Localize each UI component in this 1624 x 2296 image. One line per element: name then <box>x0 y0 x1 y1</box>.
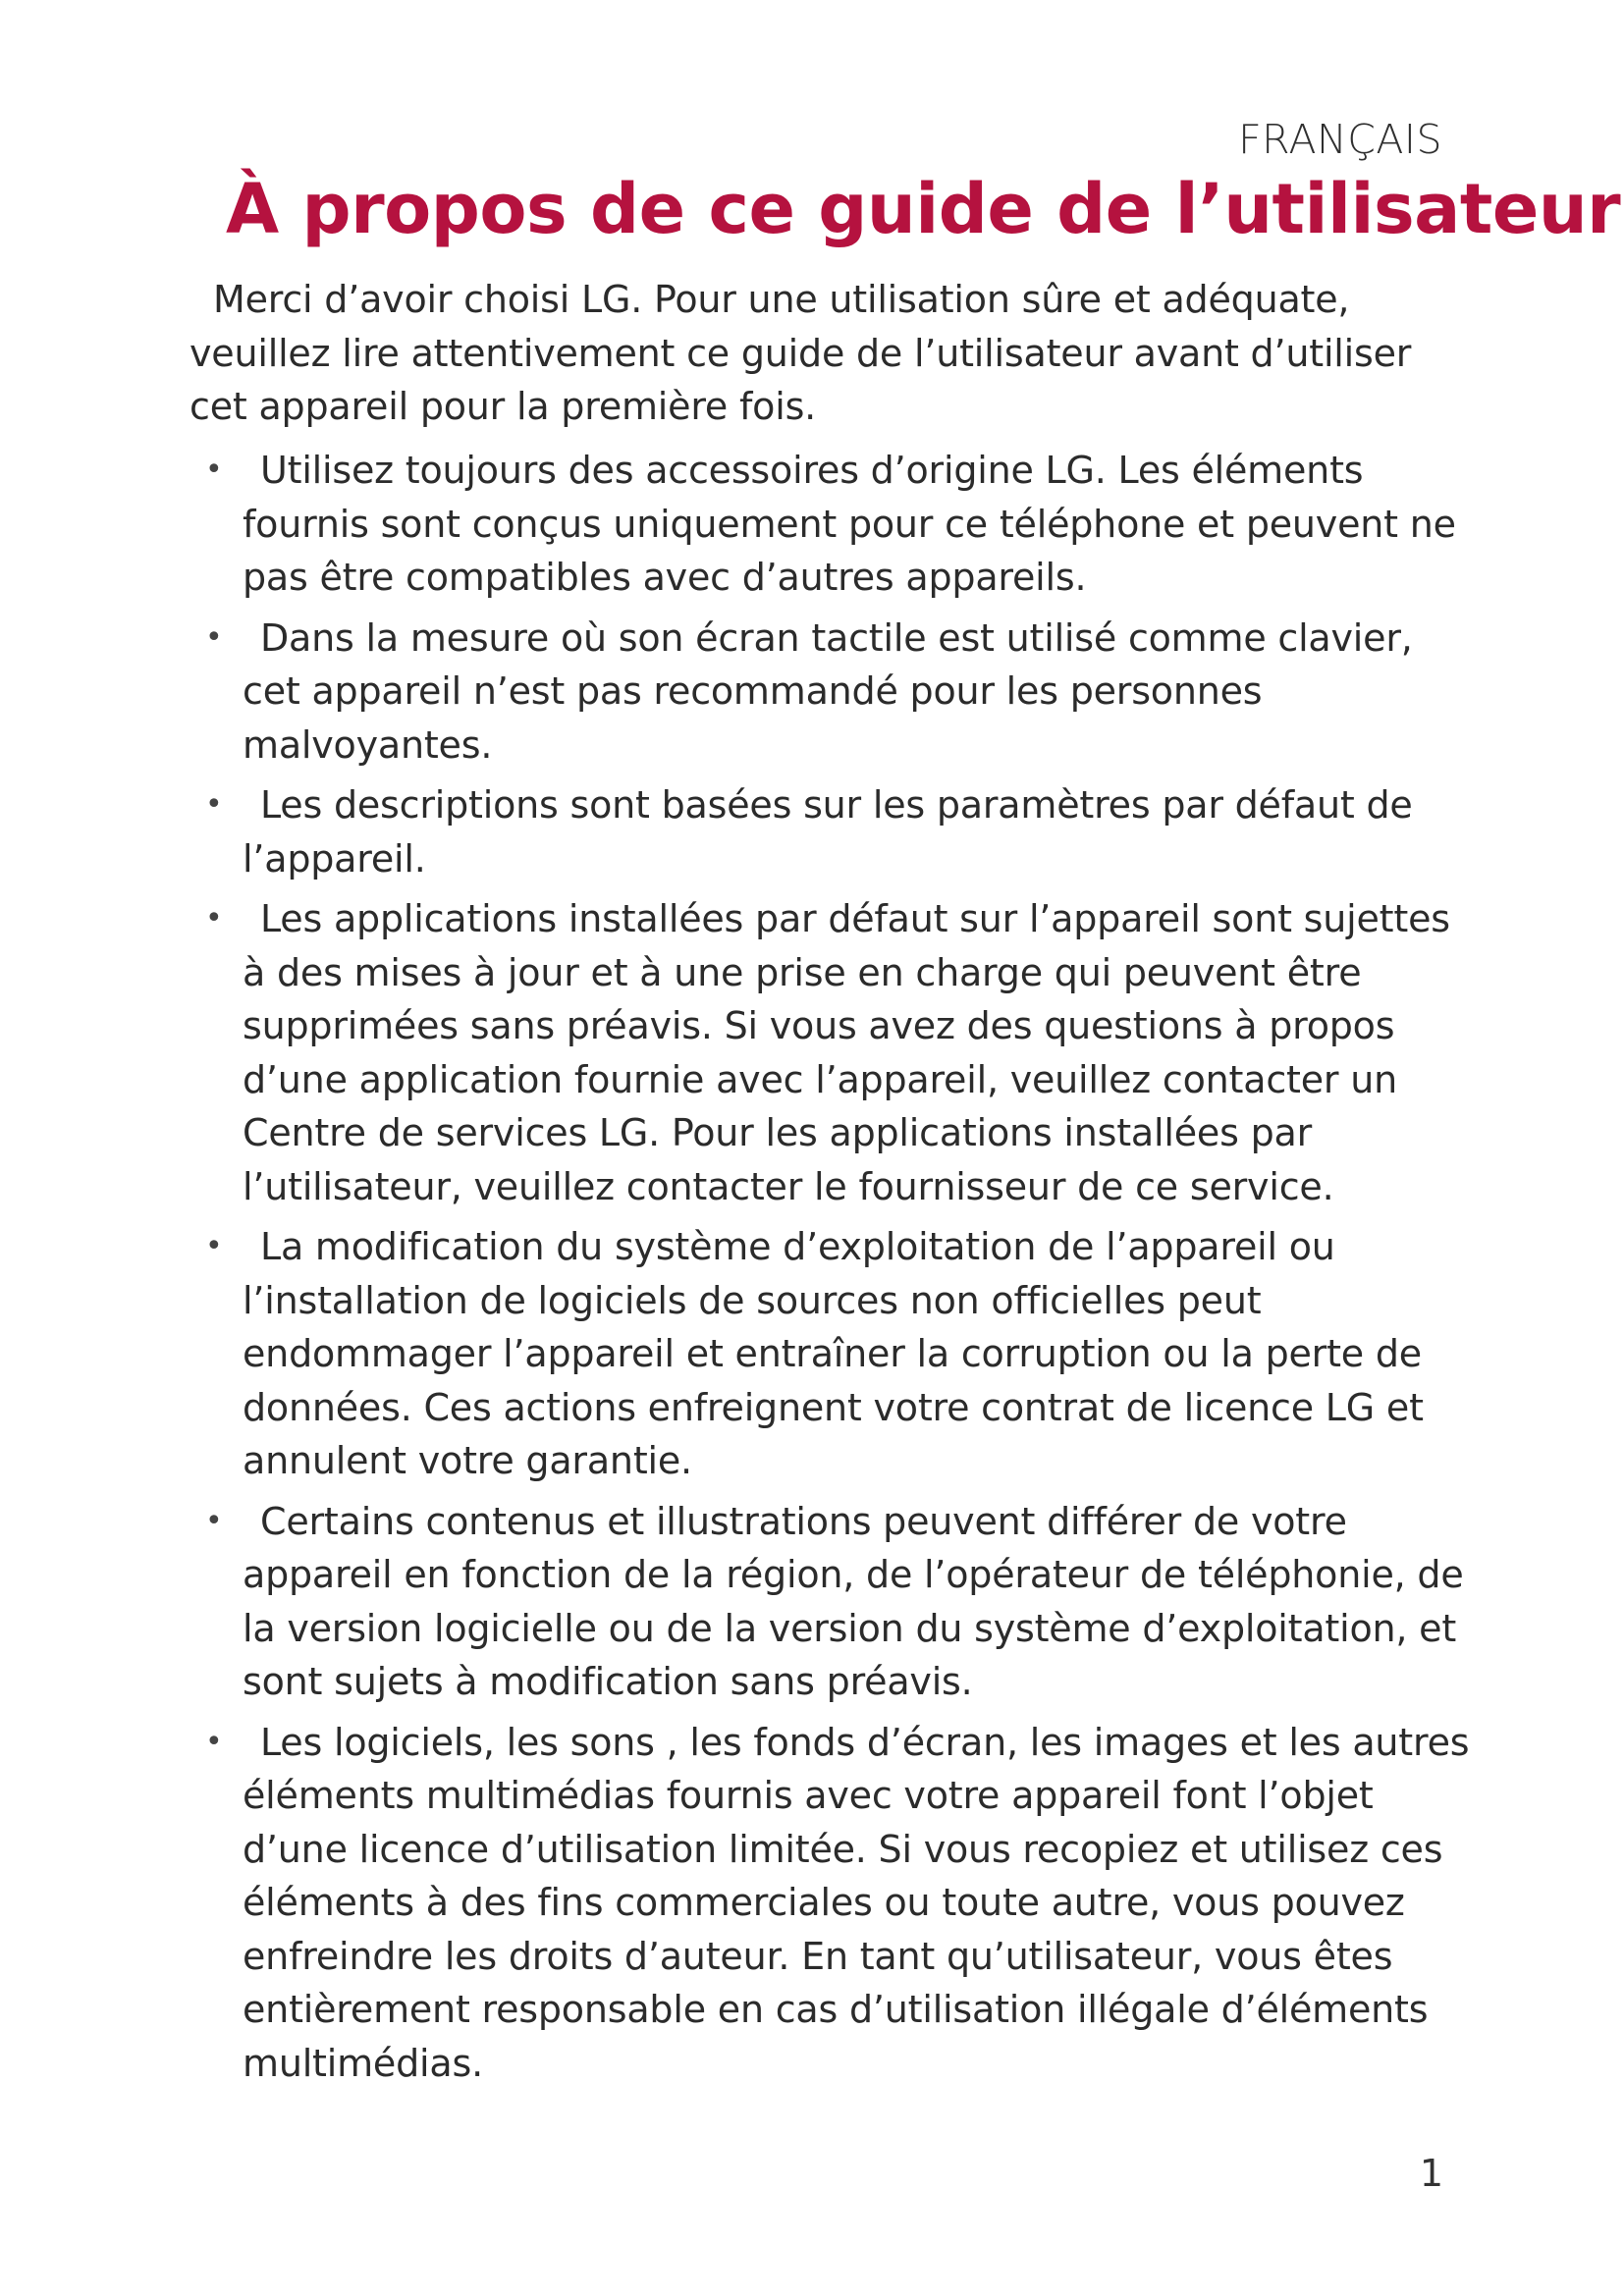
list-item-text: Les applications installées par défaut sur l’appareil sont sujettes à des mises à jour et à une prise en charge qui peuvent être supprimées sans préavis. Si vous avez des questions à propos d’une application fournie avec l’appareil, veuillez contacter un Centre de services LG. Pour les applications installées par l’utilisateur, veuillez contacter le fournisseur de ce service. <box>243 897 1450 1208</box>
bullet-dot-icon: • <box>205 901 223 935</box>
list-item <box>189 778 1476 885</box>
language-label: FRANÇAIS <box>1238 116 1442 163</box>
bullet-dot-icon: • <box>205 787 223 822</box>
intro-paragraph: Merci d’avoir choisi LG. Pour une utilisation sûre et adéquate, veuillez lire attentivement ce guide de l’utilisateur avant d’utiliser cet appareil pour la première fois. <box>189 278 1412 428</box>
list-item <box>189 1220 1476 1488</box>
list-item-text: Certains contenus et illustrations peuvent différer de votre appareil en fonction de la région, de l’opérateur de téléphonie, de la version logicielle ou de la version du système d’exploitation, et sont sujets à modification sans préavis. <box>243 1499 1464 1703</box>
bullet-dot-icon: • <box>205 1229 223 1263</box>
list-item <box>189 1495 1476 1709</box>
list-item <box>189 1716 1476 2091</box>
list-item-text: Dans la mesure où son écran tactile est utilisé comme clavier, cet appareil n’est pas recommandé pour les personnes malvoyantes. <box>243 615 1413 767</box>
bullet-dot-icon: • <box>205 453 223 487</box>
list-item-text: Les logiciels, les sons , les fonds d’écran, les images et les autres éléments multimédias fournis avec votre appareil font l’objet d’une licence d’utilisation limitée. Si vous recopiez et utilisez ces éléments à des fins commerciales ou toute autre, vous pouvez enfreindre les droits d’auteur. En tant qu’utilisateur, vous êtes entièrement responsable en cas d’utilisation illégale d’éléments multimédias. <box>243 1720 1470 2085</box>
page-number: 1 <box>1419 2152 1443 2195</box>
list-item-text: Utilisez toujours des accessoires d’origine LG. Les éléments fournis sont conçus uniquement pour ce téléphone et peuvent ne pas être compatibles avec d’autres appareils. <box>243 449 1456 599</box>
bullet-dot-icon: • <box>205 619 223 655</box>
list-item <box>189 444 1476 605</box>
list-item-text: Les descriptions sont basées sur les paramètres par défaut de l’appareil. <box>243 783 1413 881</box>
bullet-list <box>189 444 1476 2097</box>
list-item <box>189 612 1476 773</box>
bullet-dot-icon: • <box>205 1503 223 1538</box>
list-item-text: La modification du système d’exploitation de l’appareil ou l’installation de logiciels de sources non officielles peut endommager l’appareil et entraîner la corruption ou la perte de données. Ces actions enfreignent votre contrat de licence LG et annulent votre garantie. <box>243 1225 1424 1482</box>
page-title: À propos de ce guide de l’utilisateur <box>226 169 1621 249</box>
list-item <box>189 892 1476 1213</box>
bullet-dot-icon: • <box>205 1724 223 1759</box>
